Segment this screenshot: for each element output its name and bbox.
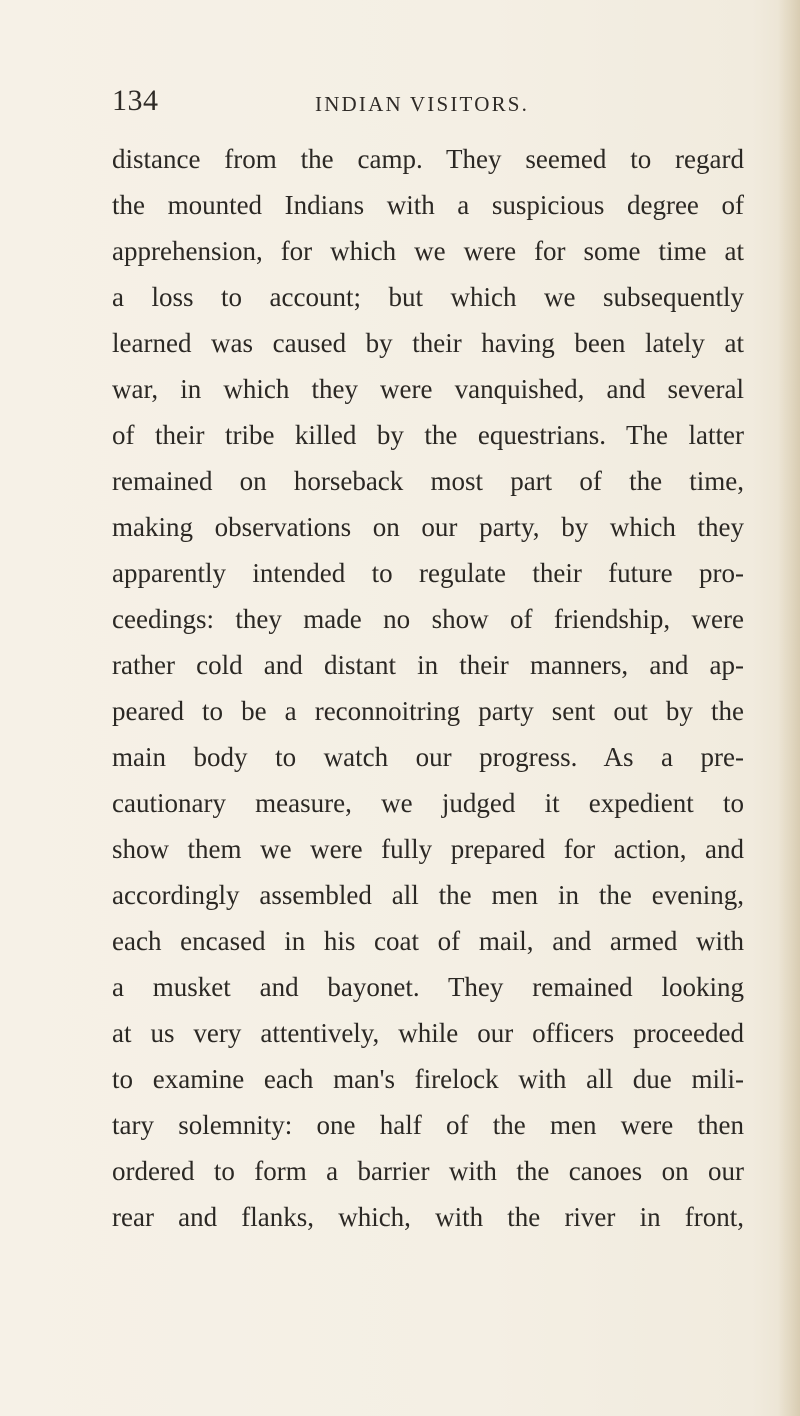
text-line: show them we were fully prepared for action, and <box>112 834 744 864</box>
page-edge-shadow <box>778 0 800 1416</box>
text-line: each encased in his coat of mail, and armed with <box>112 926 744 956</box>
text-line: war, in which they were vanquished, and several <box>112 374 744 404</box>
text-line: rear and flanks, which, with the river in front, <box>112 1202 744 1232</box>
text-line: rather cold and distant in their manners, and ap- <box>112 650 744 680</box>
text-line: tary solemnity: one half of the men were then <box>112 1110 744 1140</box>
text-line: ordered to form a barrier with the canoes on our <box>112 1156 744 1186</box>
text-line: main body to watch our progress. As a pre- <box>112 742 744 772</box>
text-line: a musket and bayonet. They remained looking <box>112 972 744 1002</box>
text-line: learned was caused by their having been lately at <box>112 328 744 358</box>
text-line: at us very attentively, while our officers proceeded <box>112 1018 744 1048</box>
text-line: remained on horseback most part of the time, <box>112 466 744 496</box>
text-line: of their tribe killed by the equestrians. The latter <box>112 420 744 450</box>
text-line: making observations on our party, by which they <box>112 512 744 542</box>
text-line: distance from the camp. They seemed to regard <box>112 144 744 174</box>
running-head: INDIAN VISITORS. <box>315 92 530 116</box>
text-line: apprehension, for which we were for some time at <box>112 236 744 266</box>
page-number: 134 <box>112 84 159 117</box>
text-line: ceedings: they made no show of friendship, were <box>112 604 744 634</box>
text-line: apparently intended to regulate their future pro- <box>112 558 744 588</box>
text-line: to examine each man's firelock with all due mili- <box>112 1064 744 1094</box>
page-header <box>112 84 752 124</box>
text-line: the mounted Indians with a suspicious degree of <box>112 190 744 220</box>
body-text <box>112 136 744 1240</box>
text-line: a loss to account; but which we subsequently <box>112 282 744 312</box>
text-line: accordingly assembled all the men in the evening, <box>112 880 744 910</box>
text-line: cautionary measure, we judged it expedient to <box>112 788 744 818</box>
text-line: peared to be a reconnoitring party sent out by the <box>112 696 744 726</box>
